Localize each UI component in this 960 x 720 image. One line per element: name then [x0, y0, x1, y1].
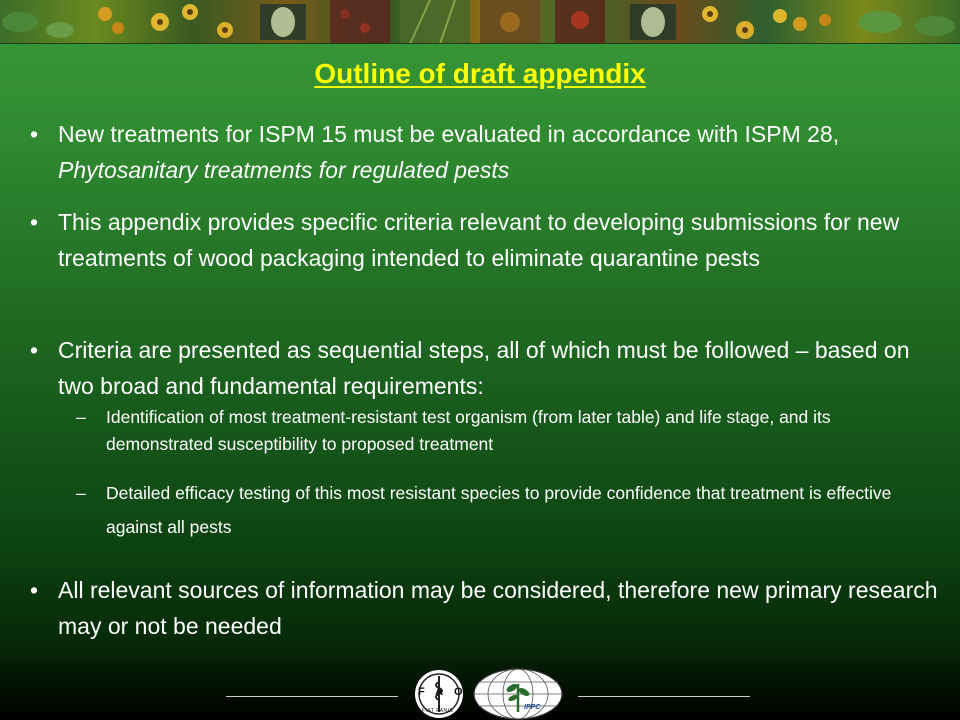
sub-marker: – — [76, 407, 86, 427]
ippc-logo — [472, 666, 564, 720]
bullet-marker: • — [30, 337, 39, 363]
italic-title: Phytosanitary treatments for regulated pests — [58, 157, 510, 183]
footer-divider-left — [226, 696, 398, 697]
footer-divider-right — [578, 696, 750, 697]
bullet-text: Criteria are presented as sequential steps, all of which must be followed – based on two broad and fundamental requirements: — [58, 337, 910, 399]
fao-logo — [413, 668, 474, 720]
plant-photo-banner — [0, 0, 960, 44]
bullet-text: This appendix provides specific criteria relevant to developing submissions for new treatments of wood packaging intended to eliminate quarantine pests — [58, 209, 900, 271]
ippc-logo-text: IPPC — [524, 704, 541, 711]
sub-text: Detailed efficacy testing of this most resistant species to provide confidence that treatment is effective against all pests — [106, 483, 892, 537]
bullet-text: New treatments for ISPM 15 must be evaluated in accordance with ISPM 28, Phytosanitary treatments for regulated pests — [58, 121, 840, 183]
slide-title: Outline of draft appendix — [314, 58, 646, 89]
bullet-marker: • — [30, 121, 39, 147]
sub-marker: – — [76, 483, 86, 503]
bullet-text: All relevant sources of information may be considered, therefore new primary research may or not be needed — [58, 577, 938, 639]
sub-text: Identification of most treatment-resistant test organism (from later table) and life stage, and its demonstrated susceptibility to proposed treatment — [106, 407, 831, 454]
bullet-marker: • — [30, 577, 39, 603]
fao-logo-text: FAO — [418, 686, 474, 698]
bullet-marker: • — [30, 209, 39, 235]
fao-motto-text: FIAT PANIS — [422, 708, 454, 714]
